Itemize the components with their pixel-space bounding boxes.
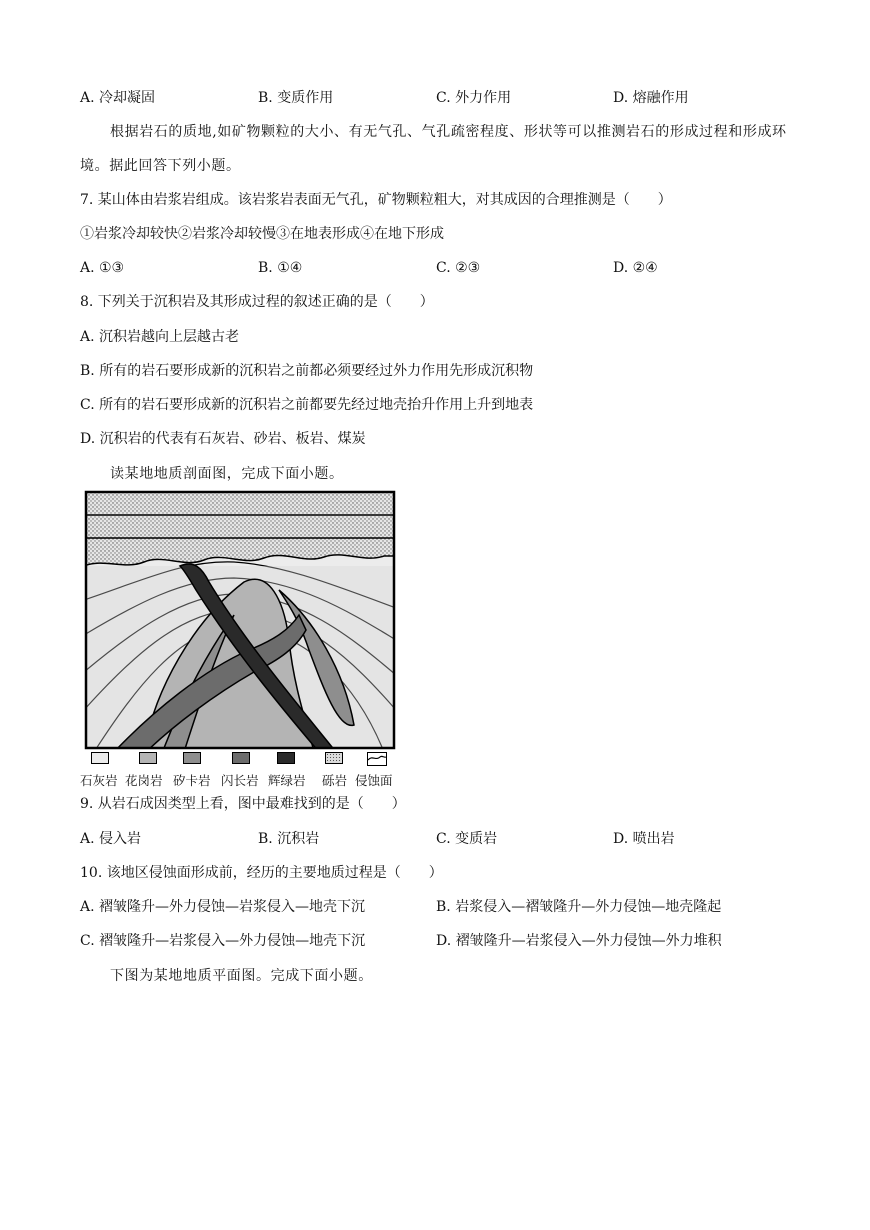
q7-option-c[interactable]: C. ②③ [436, 260, 481, 276]
q6-option-a[interactable]: A. 冷却凝固 [80, 90, 156, 106]
conglomerate-swatch [325, 752, 343, 764]
q6-option-c[interactable]: C. 外力作用 [436, 90, 512, 106]
q8-option-b[interactable]: B. 所有的岩石要形成新的沉积岩之前都必须要经过外力作用先形成沉积物 [80, 363, 534, 379]
q7-option-b[interactable]: B. ①④ [258, 260, 303, 276]
diorite-swatch [232, 752, 250, 764]
granite-swatch [139, 752, 157, 764]
q8-stem: 8. 下列关于沉积岩及其形成过程的叙述正确的是（ ） [80, 294, 434, 310]
skarn-swatch [183, 752, 201, 764]
map-intro: 下图为某地地质平面图。完成下面小题。 [110, 968, 373, 984]
legend-label-diabase: 辉绿岩 [268, 773, 306, 788]
diabase-swatch [277, 752, 295, 764]
q6-option-d[interactable]: D. 熔融作用 [613, 90, 689, 106]
q7-option-a[interactable]: A. ①③ [80, 260, 125, 276]
erosion-surface-symbol [367, 752, 387, 766]
q10-stem: 10. 该地区侵蚀面形成前，经历的主要地质过程是（ ） [80, 865, 443, 881]
legend-label-erosion-surface: 侵蚀面 [355, 773, 393, 788]
q9-option-b[interactable]: B. 沉积岩 [258, 831, 320, 847]
legend-label-limestone: 石灰岩 [80, 773, 118, 788]
geologic-profile-diagram [84, 490, 396, 752]
rock-intro-paragraph: 根据岩石的质地,如矿物颗粒的大小、有无气孔、气孔疏密程度、形状等可以推测岩石的形成过程和形成环境。据此回答下列小题。 [80, 124, 787, 174]
q6-option-b[interactable]: B. 变质作用 [258, 90, 334, 106]
q7-statements: ①岩浆冷却较快②岩浆冷却较慢③在地表形成④在地下形成 [80, 226, 444, 242]
legend-label-granite: 花岗岩 [125, 773, 163, 788]
legend-label-diorite: 闪长岩 [221, 773, 259, 788]
legend-label-skarn: 矽卡岩 [173, 773, 211, 788]
q7-option-d[interactable]: D. ②④ [613, 260, 658, 276]
q7-stem: 7. 某山体由岩浆岩组成。该岩浆岩表面无气孔，矿物颗粒粗大，对其成因的合理推测是（ ） [80, 192, 672, 208]
legend-label-conglomerate: 砾岩 [322, 773, 348, 788]
profile-intro: 读某地地质剖面图，完成下面小题。 [110, 466, 344, 482]
q10-option-d[interactable]: D. 褶皱隆升—岩浆侵入—外力侵蚀—外力堆积 [436, 933, 722, 949]
q9-option-a[interactable]: A. 侵入岩 [80, 831, 142, 847]
q8-option-c[interactable]: C. 所有的岩石要形成新的沉积岩之前都要先经过地壳抬升作用上升到地表 [80, 397, 534, 413]
q10-option-b[interactable]: B. 岩浆侵入—褶皱隆升—外力侵蚀—地壳隆起 [436, 899, 722, 915]
q10-option-c[interactable]: C. 褶皱隆升—岩浆侵入—外力侵蚀—地壳下沉 [80, 933, 366, 949]
q9-option-c[interactable]: C. 变质岩 [436, 831, 498, 847]
q8-option-d[interactable]: D. 沉积岩的代表有石灰岩、砂岩、板岩、煤炭 [80, 431, 366, 447]
q9-stem: 9. 从岩石成因类型上看，图中最难找到的是（ ） [80, 796, 406, 812]
q8-option-a[interactable]: A. 沉积岩越向上层越古老 [80, 329, 240, 345]
q10-option-a[interactable]: A. 褶皱隆升—外力侵蚀—岩浆侵入—地壳下沉 [80, 899, 366, 915]
limestone-swatch [91, 752, 109, 764]
q9-option-d[interactable]: D. 喷出岩 [613, 831, 675, 847]
